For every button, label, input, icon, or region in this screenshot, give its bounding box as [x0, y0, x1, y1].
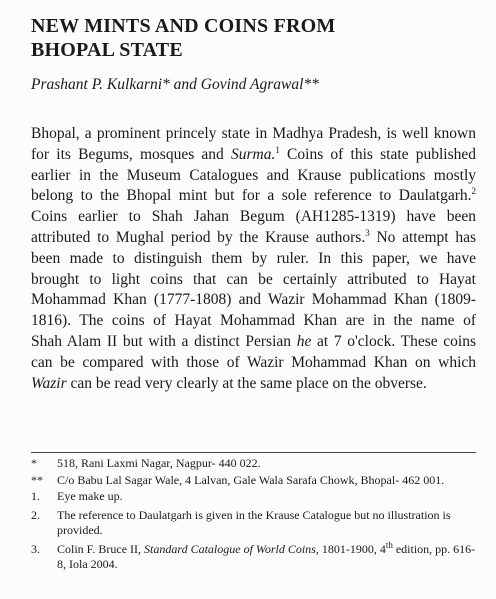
- title-line-2: BHOPAL STATE: [31, 39, 183, 61]
- footnote-3: [31, 539, 476, 573]
- body-line: [31, 186, 476, 207]
- footnote-text: C/o Babu Lal Sagar Wale, 4 Lalvan, Gale Wala Sarafa Chowk, Bhopal- 462 001.: [57, 472, 445, 487]
- body-line: earlier in the Museum Catalogues and Krause publications mostly: [31, 166, 476, 184]
- footnote-text-run: 1801-1900, 4: [318, 541, 386, 556]
- ordinal-suffix: th: [385, 539, 393, 550]
- body-line: can be compared with those of Wazir Mohammad Khan on which: [31, 353, 476, 371]
- body-text-run: for its Begums, mosques and: [31, 145, 231, 163]
- author-line: Prashant P. Kulkarni* and Govind Agrawal**: [31, 76, 319, 93]
- footnote-ref-2: 2: [471, 186, 476, 197]
- body-line: been made to distinguish them by ruler. In this paper, we have: [31, 249, 476, 267]
- body-text-run: belong to the Bhopal mint but for a sole reference to Daulatgarh.: [31, 187, 472, 205]
- footnote-mark: 1.: [31, 489, 40, 503]
- footnote-1: [31, 489, 476, 505]
- catalogue-title: Standard Catalogue of World Coins,: [144, 541, 319, 556]
- footnote-text: Eye make up.: [57, 489, 123, 503]
- footnote-text-run: Colin F. Bruce II,: [57, 541, 145, 556]
- body-line: [31, 332, 476, 353]
- footnote-divider: [31, 452, 476, 453]
- article-title: [31, 14, 471, 62]
- footnote-mark: 3.: [31, 541, 40, 556]
- footnote-text: The reference to Daulatgarh is given in the Krause Catalogue but no illustration is provided.: [57, 507, 451, 537]
- surma-word: Surma.: [231, 145, 276, 163]
- body-line: Coins earlier to Shah Jahan Begum (AH1285-1319) have been: [31, 208, 476, 226]
- footnote-ref-3: 3: [365, 227, 370, 238]
- wazir-word: Wazir: [31, 374, 67, 392]
- body-line: Bhopal, a prominent princely state in Madhya Pradesh, is well known: [31, 125, 476, 142]
- body-text-run: No attempt has: [369, 228, 476, 246]
- footnote-mark: *: [31, 456, 37, 470]
- body-text-run: Coins of this state published: [279, 145, 476, 163]
- footnote-mark: 2.: [31, 507, 40, 522]
- body-line: [31, 228, 476, 249]
- footnote-ref-1: 1: [275, 144, 280, 155]
- footnote-author-2: [31, 473, 476, 489]
- body-text-run: attributed to Mughal period by the Krause authors.: [31, 228, 366, 246]
- footnote-mark: **: [31, 472, 43, 487]
- body-line: brought to light coins that can be certainly attributed to Hayat: [31, 270, 476, 288]
- footnote-author-1: [31, 456, 476, 472]
- footnote-text: [57, 539, 476, 573]
- body-line: [31, 374, 476, 395]
- title-line-1: NEW MINTS AND COINS FROM: [31, 15, 336, 37]
- body-text-run: can be read very clearly at the same place on the obverse.: [66, 374, 427, 392]
- body-line: Mohammad Khan (1777-1808) and Wazir Mohammad Khan (1809-: [31, 291, 476, 309]
- body-line: 1816). The coins of Hayat Mohammad Khan are in the name of: [31, 312, 476, 330]
- footnotes: [31, 456, 476, 573]
- body-paragraph: [31, 124, 476, 394]
- body-line: [31, 145, 476, 166]
- footnote-2: [31, 508, 476, 539]
- he-word: he: [296, 332, 312, 350]
- footnote-text-run: edition, pp. 616-8, Iola 2004.: [57, 541, 476, 571]
- footnote-text: 518, Rani Laxmi Nagar, Nagpur- 440 022.: [57, 456, 261, 470]
- body-text-run: Shah Alam II but with a distinct Persian: [31, 332, 297, 350]
- body-text-run: at 7 o'clock. These coins: [311, 332, 476, 350]
